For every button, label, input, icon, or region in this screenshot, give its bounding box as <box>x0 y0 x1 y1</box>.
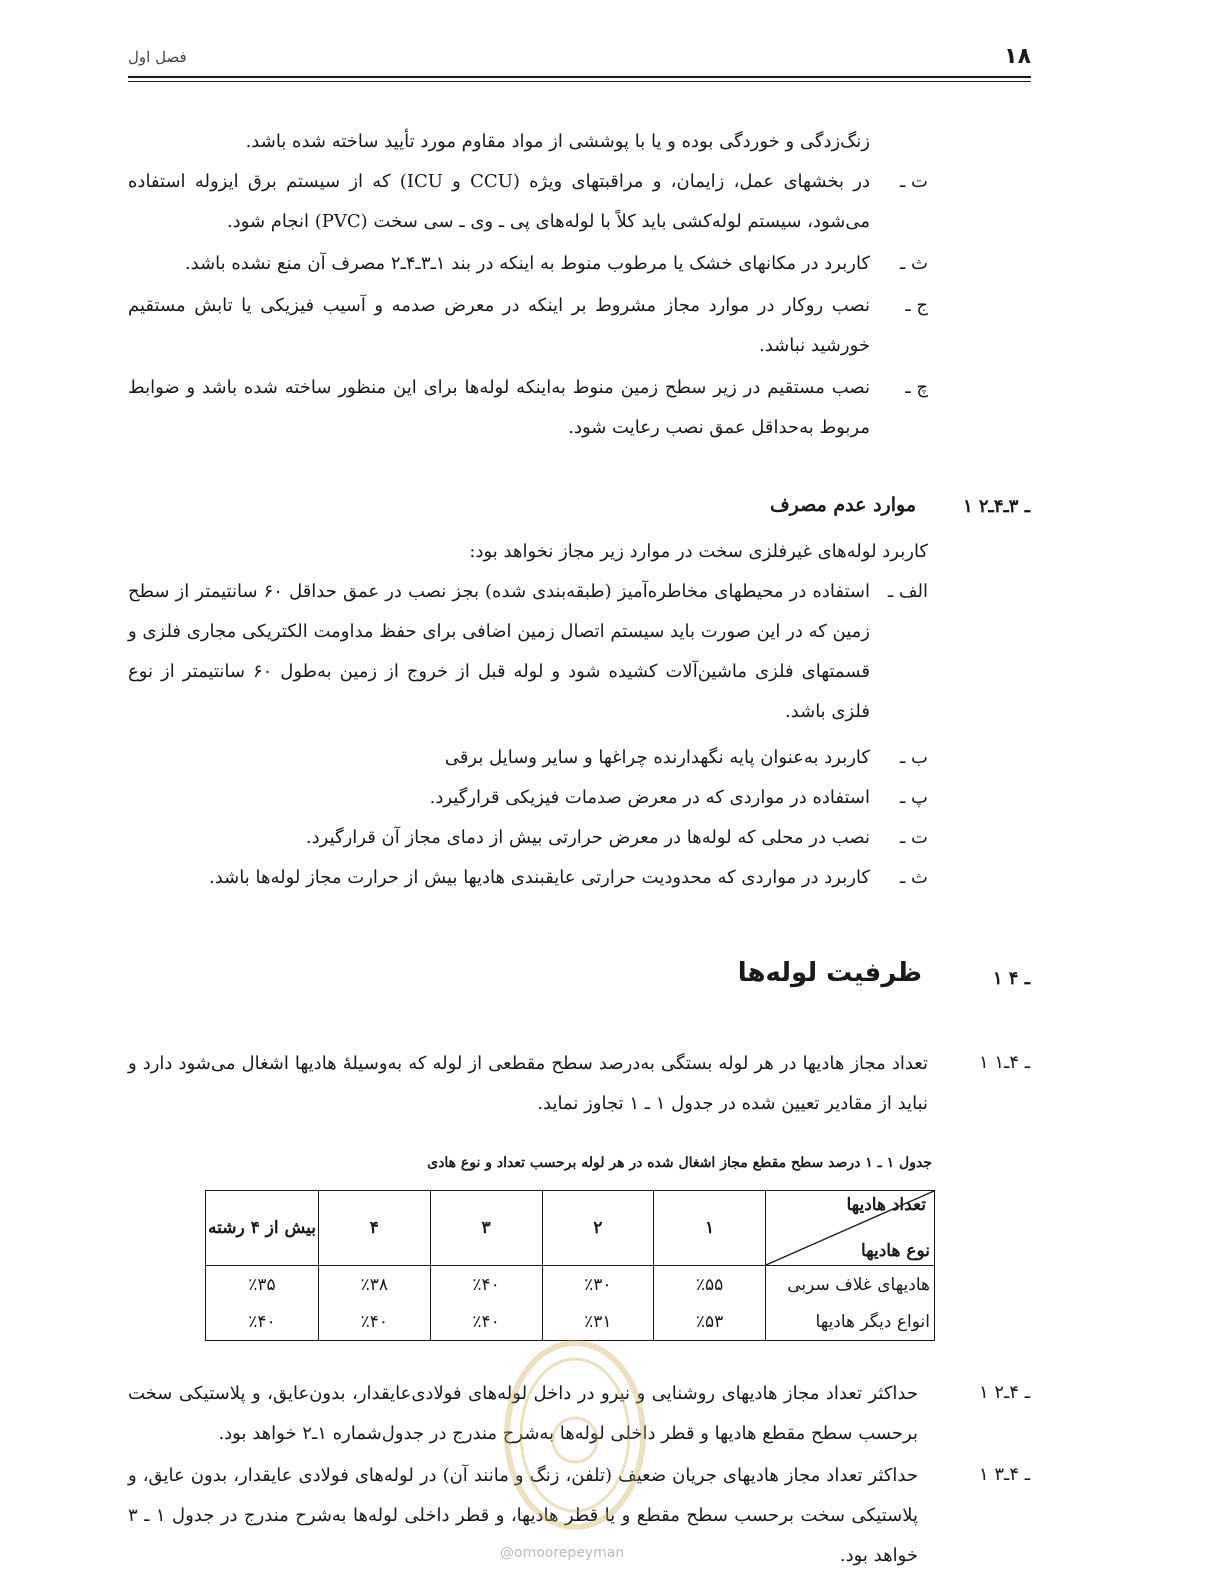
data-table <box>205 1190 935 1341</box>
list-text: کاربرد در مکانهای خشک یا مرطوب منوط به اینکه در بند ۱ـ۳ـ۴ـ۲ مصرف آن منع نشده باشد. <box>184 253 870 274</box>
row-label: انواع دیگر هادیها <box>766 1303 935 1341</box>
table-cell: ٪۳۵ <box>206 1266 319 1304</box>
list-item <box>128 858 928 898</box>
section-number: ۱ ـ ۴ـ۱ <box>978 1052 1030 1073</box>
list-item <box>128 244 928 284</box>
section-paragraph: حداکثر تعداد مجاز هادیهای روشنایی و نیرو در داخل لوله‌های فولادی‌عایقدار، بدون‌عایق، و پلاستیکی سخت برحسب سطح مقطع هادیها و قطر داخلی لوله‌ها به‌شرح مندرج در جدول‌شماره ۱ـ۲ خواهد بود. <box>128 1383 918 1444</box>
section-intro: کاربرد لوله‌های غیرفلزی سخت در موارد زیر مجاز نخواهد بود: <box>469 541 928 562</box>
section-paragraph: تعداد مجاز هادیها در هر لوله بستگی به‌درصد سطح مقطعی از لوله که به‌وسیلهٔ هادیها اشغال می‌شود دارد و نباید از مقادیر تعیین شده در جدول ۱ ـ ۱ تجاوز نماید. <box>128 1053 928 1114</box>
list-marker: ج ـ <box>905 295 928 316</box>
list-marker: ث ـ <box>900 253 928 274</box>
list-marker: ث ـ <box>900 867 928 888</box>
row-label: هادیهای غلاف سربی <box>766 1266 935 1304</box>
section-paragraph: حداکثر تعداد مجاز هادیهای جریان ضعیف (تلفن، زنگ و مانند آن) در لوله‌های فولادی عایقدار، بدون عایق، و پلاستیکی سخت برحسب سطح مقطع و یا قطر هادیها، و قطر داخلی لوله‌ها به‌شرح مندرج در جدول ۱ ـ ۳ خواهد بود. <box>128 1465 918 1566</box>
page-number: ۱۸ <box>1004 44 1031 69</box>
column-header: ۱ <box>654 1191 766 1266</box>
list-marker: ت ـ <box>900 827 928 848</box>
list-text: کاربرد به‌عنوان پایه نگهدارنده چراغها و سایر وسایل برقی <box>444 747 870 768</box>
column-header: بیش از ۴ رشته <box>206 1191 319 1266</box>
table-cell: ٪۴۰ <box>319 1303 431 1341</box>
list-text: کاربرد در مواردی که محدودیت حرارتی عایقبندی هادیها بیش از حرارت مجاز لوله‌ها باشد. <box>209 867 870 888</box>
list-text: نصب مستقیم در زیر سطح زمین منوط به‌اینکه لوله‌ها برای این منظور ساخته شده باشد و ضوابط مربوط به‌حداقل عمق نصب رعایت شود. <box>128 377 870 438</box>
list-marker: چ ـ <box>905 377 928 398</box>
column-header: ۳ <box>430 1191 542 1266</box>
list-item <box>128 738 928 778</box>
list-item <box>128 286 928 366</box>
table-cell: ٪۳۱ <box>542 1303 654 1341</box>
list-item <box>128 572 928 737</box>
table-cell: ٪۵۳ <box>654 1303 766 1341</box>
seal-stamp-icon <box>500 1335 650 1535</box>
list-text: استفاده در محیطهای مخاطره‌آمیز (طبقه‌بندی شده) بجز نصب در عمق حداقل ۶۰ سانتیمتر از سطح زمین که در این صورت باید سیستم اتصال زمین اضافی برای حفظ مداومت الکتریکی مجاری فلزی و قسمتهای فلزی ماشین‌آلات کشیده شود و لوله قبل از خروج از زمین به‌طول ۶۰ سانتیمتر از نوع فلزی باشد. <box>128 581 870 722</box>
list-item <box>128 162 928 242</box>
watermark: @omoorepeyman <box>500 1545 625 1561</box>
table-cell: ٪۴۰ <box>206 1303 319 1341</box>
list-item <box>128 818 928 858</box>
table-cell: ٪۳۸ <box>319 1266 431 1304</box>
list-item <box>128 778 928 818</box>
section-number: ۱ ـ ۴ <box>992 968 1030 989</box>
section-number: ۱ ـ ۳ـ۴ـ۲ <box>962 496 1030 517</box>
section-number: ۱ ـ ۴ـ۳ <box>978 1464 1030 1485</box>
section-number: ۱ ـ ۴ـ۲ <box>978 1382 1030 1403</box>
table-cell: ٪۴۰ <box>430 1303 542 1341</box>
table-cell: ٪۵۵ <box>654 1266 766 1304</box>
column-header: ۴ <box>319 1191 431 1266</box>
corner-bottom-label: نوع هادیها <box>860 1241 930 1261</box>
continuation-paragraph: زنگ‌زدگی و خوردگی بوده و یا با پوششی از مواد مقاوم مورد تأیید ساخته شده باشد. <box>245 131 870 152</box>
column-header: ۲ <box>542 1191 654 1266</box>
list-marker: پ ـ <box>900 787 928 808</box>
page-header <box>128 42 1031 88</box>
table-caption: جدول ۱ ـ ۱ درصد سطح مقطع مجاز اشغال شده در هر لوله برحسب تعداد و نوع هادی <box>427 1155 932 1171</box>
section-title: موارد عدم مصرف <box>769 494 916 516</box>
chapter-title: فصل اول <box>128 48 187 66</box>
table-row <box>206 1266 935 1304</box>
table-cell: ٪۴۰ <box>430 1266 542 1304</box>
list-marker: ت ـ <box>900 171 928 192</box>
table-corner-header <box>766 1191 935 1266</box>
header-rule <box>128 76 1031 78</box>
list-marker: ب ـ <box>900 747 928 768</box>
section-title: ظرفیت لوله‌ها <box>737 958 922 988</box>
list-item <box>128 368 928 448</box>
corner-top-label: تعداد هادیها <box>846 1195 926 1215</box>
list-text: نصب روکار در موارد مجاز مشروط بر اینکه در معرض صدمه و آسیب فیزیکی یا تابش مستقیم خورشید نباشد. <box>128 295 870 356</box>
list-marker: الف ـ <box>887 581 928 602</box>
header-rule-thin <box>128 81 1031 82</box>
list-text: استفاده در مواردی که در معرض صدمات فیزیکی قرارگیرد. <box>429 787 870 808</box>
list-text: در بخشهای عمل، زایمان، و مراقبتهای ویژه (CCU و ICU) که از سیستم برق ایزوله استفاده می‌شود، سیستم لوله‌کشی باید کلاً با لوله‌های پی ـ وی ـ سی سخت (PVC) انجام شود. <box>128 171 871 232</box>
table-cell: ٪۳۰ <box>542 1266 654 1304</box>
list-text: نصب در محلی که لوله‌ها در معرض حرارتی بیش از دمای مجاز آن قرارگیرد. <box>305 827 870 848</box>
